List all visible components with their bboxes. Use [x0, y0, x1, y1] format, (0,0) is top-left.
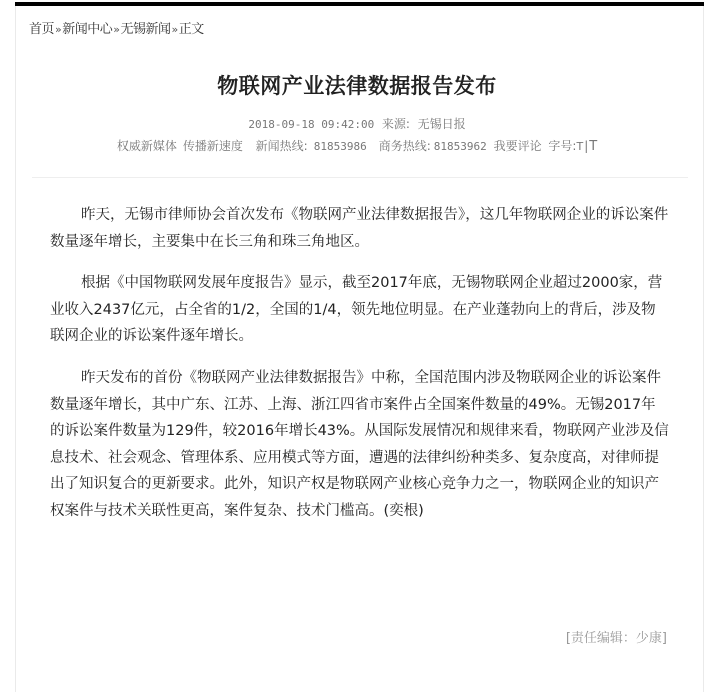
biz-hotline: 商务热线: 81853962 [378, 139, 487, 153]
source-name: 无锡日报 [417, 117, 466, 131]
source-label: 来源: [381, 117, 410, 131]
comment-link[interactable]: 我要评论 [493, 139, 542, 153]
font-large-button[interactable]: T [589, 139, 598, 154]
breadcrumb-news-center[interactable]: 新闻中心 [62, 22, 113, 37]
breadcrumb-home[interactable]: 首页 [29, 22, 55, 37]
header-divider [32, 177, 688, 178]
breadcrumb-wuxi-news[interactable]: 无锡新闻 [120, 22, 171, 37]
font-size-control: 字号:T|T [548, 139, 598, 154]
breadcrumb-current: 正文 [178, 22, 204, 37]
publish-datetime: 2018-09-18 09:42:00 [248, 118, 375, 131]
paragraph-1: 昨天，无锡市律师协会首次发布《物联网产业法律数据报告》，这几年物联网企业的诉讼案件数量逐年增长，主要集中在长三角和珠三角地区。 [50, 207, 669, 250]
slogan-authority: 权威新媒体 [116, 139, 177, 153]
top-bar [15, 2, 704, 6]
slogan-speed: 传播新速度 [182, 139, 243, 153]
article-meta [0, 115, 714, 132]
news-hotline: 新闻热线: 81853986 [255, 139, 367, 153]
font-small-button[interactable]: T [576, 140, 584, 153]
breadcrumb [29, 18, 204, 37]
paragraph-3: 昨天发布的首份《物联网产业法律数据报告》中称，全国范围内涉及物联网企业的诉讼案件数量逐年增长，其中广东、江苏、上海、浙江四省市案件占全国案件数量的49%。无锡2017年的诉讼案件数量为129件，较2016年增长43%。从国际发展情况和规律来看，物联网产业涉及信息技术、社会观念、管理体系、应用模式等方面，遭遇的法律纠纷种类多、复杂度高，对律师提出了知识复合的更新要求。此外，知识产权是物联网产业核心竞争力之一，物联网企业的知识产权案件与技术关联性更高，案件复杂、技术门槛高。(奕根) [50, 370, 669, 519]
breadcrumb-separator: » [171, 23, 178, 36]
responsible-editor: [责任编辑：少康] [565, 631, 667, 646]
article-title: 物联网产业法律数据报告发布 [217, 74, 497, 98]
paragraph-2: 根据《中国物联网发展年度报告》显示，截至2017年底，无锡物联网企业超过2000家，营业收入2437亿元，占全省的1/2，全国的1/4，领先地位明显。在产业蓬勃向上的背后，涉及物联网企业的诉讼案件逐年增长。 [50, 275, 663, 344]
meta-bar [0, 137, 714, 154]
breadcrumb-separator: » [113, 23, 120, 36]
breadcrumb-separator: » [55, 23, 62, 36]
